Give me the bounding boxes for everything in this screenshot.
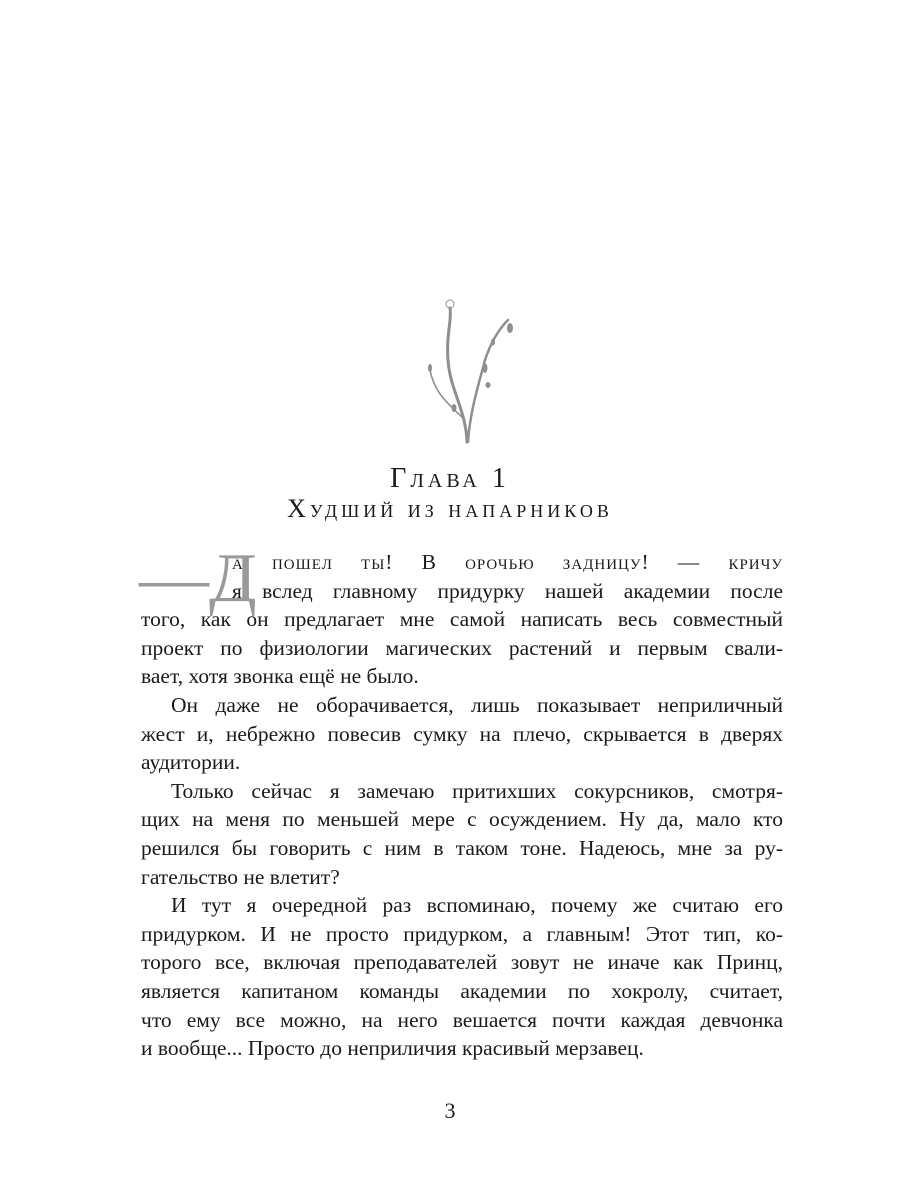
text-line: что ему все можно, на него вешается почти каждая девчонка xyxy=(141,1007,783,1032)
chapter-text xyxy=(139,540,783,1063)
text-line: я вслед главному придурку нашей академии после xyxy=(232,578,783,603)
text-line: И тут я очередной раз вспоминаю, почему же считаю его xyxy=(171,893,783,918)
chapter-title: Худший из напарников xyxy=(287,494,613,523)
page-number: 3 xyxy=(444,1098,456,1123)
text-line: того, как он предлагает мне самой написать весь совместный xyxy=(141,607,783,632)
text-line: Он даже не оборачивается, лишь показывает неприличный xyxy=(171,692,783,717)
text-line: Только сейчас я замечаю притихших сокурсников, смотря- xyxy=(171,778,783,803)
text-line: является капитаном команды академии по хокролу, считает, xyxy=(141,978,783,1003)
text-line: и вообще... Просто до неприличия красивый мерзавец. xyxy=(141,1036,644,1061)
text-line: торого все, включая преподавателей зовут не иначе как Принц, xyxy=(141,950,783,975)
plant-ornament-icon xyxy=(410,290,520,445)
text-line: гательство не влетит? xyxy=(141,864,340,889)
paragraph xyxy=(141,691,783,777)
chapter-label: Глава 1 xyxy=(390,463,510,494)
text-line: а пошел ты! В орочью задницу! — кричу xyxy=(232,550,783,574)
text-line: щих на меня по меньшей мере с осуждением. Ну да, мало кто xyxy=(141,807,783,832)
text-line: придурком. И не просто придурком, а главным! Этот тип, ко- xyxy=(141,921,783,946)
text-line: аудитории. xyxy=(141,750,241,775)
text-line: проект по физиологии магических растений и первым свали- xyxy=(141,635,783,660)
text-line: вает, хотя звонка ещё не было. xyxy=(141,664,419,689)
text-line: жест и, небрежно повесив сумку на плечо, скрывается в дверях xyxy=(141,721,783,746)
paragraph xyxy=(141,777,783,891)
drop-cap: —Д xyxy=(139,540,257,617)
text-line: решился бы говорить с ним в таком тоне. Надеюсь, мне за ру- xyxy=(141,835,783,860)
paragraph xyxy=(141,891,783,1063)
